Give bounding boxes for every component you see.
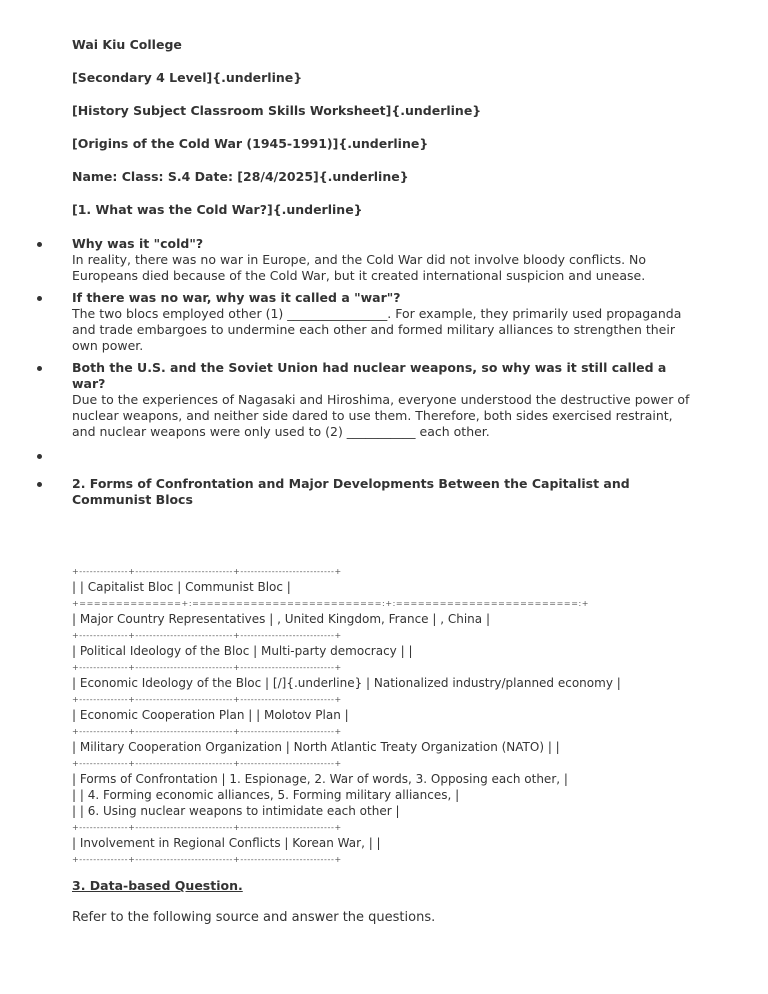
table-border: +--------------+----------------------------+---------------------------+ <box>72 823 342 832</box>
table-row: | Military Cooperation Organization | North Atlantic Treaty Organization (NATO) | | <box>72 740 560 754</box>
section-2-heading: 2. Forms of Confrontation and Major Developments Between the Capitalist and Communist Blocs <box>72 476 630 507</box>
question-list <box>0 236 700 514</box>
question: If there was no war, why was it called a "war"? <box>72 290 401 305</box>
answer: Due to the experiences of Nagasaki and Hiroshima, everyone understood the destructive power of nuclear weapons, and neither side dared to use them. Therefore, both sides exercised restraint, and nuclear weapons were only used to (2) ___________ each other. <box>72 392 690 439</box>
table-border: +--------------+----------------------------+---------------------------+ <box>72 727 342 736</box>
question: Both the U.S. and the Soviet Union had nuclear weapons, so why was it still called a war? <box>72 360 667 391</box>
list-item <box>0 476 700 508</box>
table-row: | Political Ideology of the Bloc | Multi-party democracy | | <box>72 644 413 658</box>
table-row: | Involvement in Regional Conflicts | Korean War, | | <box>72 836 381 850</box>
list-item <box>0 360 700 440</box>
table-border: +--------------+----------------------------+---------------------------+ <box>72 631 342 640</box>
table-border: +==============+:==========================:+:=========================:+ <box>72 599 590 608</box>
blocs-table <box>72 567 632 865</box>
question: Why was it "cold"? <box>72 236 204 251</box>
table-row: | Forms of Confrontation | 1. Espionage, 2. War of words, 3. Opposing each other, | <box>72 772 568 786</box>
table-row: | | 4. Forming economic alliances, 5. Forming military alliances, | <box>72 788 460 802</box>
list-item <box>0 236 700 284</box>
list-item <box>0 290 700 354</box>
table-row: | Major Country Representatives | , United Kingdom, France | , China | <box>72 612 490 626</box>
table-row: | Economic Cooperation Plan | | Molotov Plan | <box>72 708 349 722</box>
table-border: +--------------+----------------------------+---------------------------+ <box>72 855 342 864</box>
answer: In reality, there was no war in Europe, and the Cold War did not involve bloody conflicts. No Europeans died because of the Cold War, but it created international suspicion and unease. <box>72 252 647 283</box>
student-info: Name: Class: S.4 Date: [28/4/2025]{.underline} <box>72 169 409 184</box>
table-row: | Economic Ideology of the Bloc | [/]{.underline} | Nationalized industry/planned economy | <box>72 676 621 690</box>
section-1-heading: [1. What was the Cold War?]{.underline} <box>72 202 363 217</box>
section-3-instructions: Refer to the following source and answer the questions. <box>72 910 436 925</box>
table-row: | | 6. Using nuclear weapons to intimidate each other | <box>72 804 400 818</box>
level: [Secondary 4 Level]{.underline} <box>72 70 303 85</box>
answer: The two blocs employed other (1) ________________. For example, they primarily used propaganda and trade embargoes to undermine each other and formed military alliances to strengthen their own power. <box>72 306 682 353</box>
table-border: +--------------+----------------------------+---------------------------+ <box>72 759 342 768</box>
table-border: +--------------+----------------------------+---------------------------+ <box>72 567 342 576</box>
section-3-heading: 3. Data-based Question. <box>72 878 243 893</box>
worksheet-title: [History Subject Classroom Skills Worksheet]{.underline} <box>72 103 482 118</box>
school-name: Wai Kiu College <box>72 37 182 52</box>
table-border: +--------------+----------------------------+---------------------------+ <box>72 663 342 672</box>
empty-list-item <box>0 448 700 464</box>
table-border: +--------------+----------------------------+---------------------------+ <box>72 695 342 704</box>
topic-title: [Origins of the Cold War (1945-1991)]{.underline} <box>72 136 429 151</box>
table-row: | | Capitalist Bloc | Communist Bloc | <box>72 580 291 594</box>
